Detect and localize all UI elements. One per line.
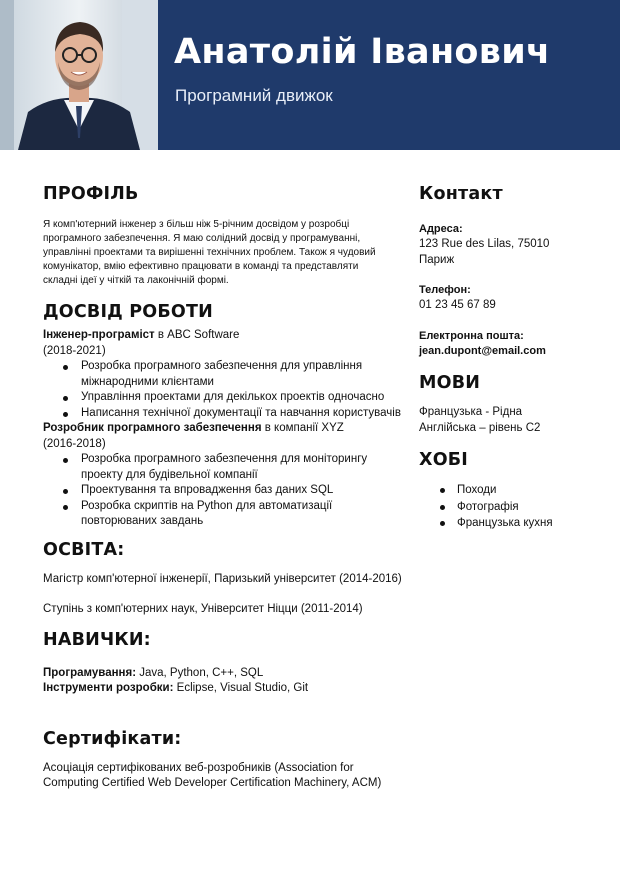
certificate-line: Computing Certified Web Developer Certification Machinery, ACM) <box>43 777 382 789</box>
job-title: Розробник програмного забезпечення <box>43 422 262 434</box>
certificate-line: Асоціація сертифікованих веб-розробників (Association for <box>43 761 354 774</box>
job-entry <box>43 421 403 530</box>
experience-heading: ДОСВІД РОБОТИ <box>43 302 213 322</box>
phone-label: Телефон: <box>419 284 471 296</box>
address-line: 123 Rue des Lilas, 75010 <box>419 238 550 250</box>
person-name: Анатолій Іванович <box>174 32 551 72</box>
profile-photo <box>0 0 158 150</box>
education-item: Магістр комп'ютерної інженерії, Паризький університет (2014-2016) <box>43 572 402 585</box>
job-bullets <box>43 359 403 421</box>
job-bullets <box>43 452 403 530</box>
language-item: Французька - Рідна <box>419 406 523 418</box>
profile-line: комунікатор, вмію ефективно працювати в команді та представляти <box>43 261 359 272</box>
skill-line <box>43 681 403 697</box>
certificates-heading: Сертифікати: <box>43 728 182 749</box>
header-banner <box>0 0 620 150</box>
job-bullet <box>43 499 403 530</box>
hobby-item: Французька кухня <box>419 515 609 532</box>
job-bullet: Написання технічної документації та навчання користувачів <box>43 406 403 422</box>
job-title-line <box>43 328 403 344</box>
education-item: Ступінь з комп'ютерних наук, Університет Ніцци (2011-2014) <box>43 603 363 615</box>
profile-text <box>43 218 403 288</box>
job-bullet <box>43 452 403 483</box>
hobbies-heading: ХОБІ <box>419 450 469 470</box>
job-subtitle: Програмний движок <box>175 86 333 105</box>
education-heading: ОСВІТА: <box>43 539 125 560</box>
bullet-text: міжнародними клієнтами <box>81 375 214 388</box>
skill-label: Інструменти розробки: <box>43 682 174 694</box>
skill-value: Java, Python, C++, SQL <box>136 666 264 679</box>
job-dates: (2018-2021) <box>43 344 106 357</box>
job-company: в компанії XYZ <box>261 422 344 434</box>
job-company: в ABC Software <box>154 329 240 341</box>
bullet-text: Розробка скриптів на Python для автоматизації <box>81 499 333 512</box>
bullet-text: повторюваних завдань <box>81 515 204 527</box>
job-bullet <box>43 359 403 390</box>
profile-line: управлінні проектами та вирішенні технічних проблем. Також я чудовий <box>43 247 376 258</box>
job-bullet: Проектування та впровадження баз даних SQL <box>43 483 403 499</box>
job-title: Інженер-програміст <box>43 329 155 341</box>
profile-line: Я комп'ютерний інженер з більш ніж 5-річним досвідом у розробці <box>43 219 350 230</box>
language-item: Англійська – рівень C2 <box>419 421 541 434</box>
profile-line: програмного забезпечення. Я маю солідний досвід у програмуванні, <box>43 233 361 244</box>
skills-heading: НАВИЧКИ: <box>43 629 151 650</box>
job-bullet: Управління проектами для декількох проектів одночасно <box>43 390 403 406</box>
contact-heading: Контакт <box>419 184 503 204</box>
skill-line <box>43 666 403 682</box>
job-title-line <box>43 421 403 437</box>
hobby-item: Походи <box>419 482 609 499</box>
profile-line: складні ідеї у чіткій та лаконічній формі. <box>43 275 229 286</box>
hobbies-list <box>419 482 609 532</box>
email-label: Електронна пошта: <box>419 329 524 342</box>
languages-heading: МОВИ <box>419 373 481 393</box>
job-entry <box>43 328 403 421</box>
address-line: Париж <box>419 253 455 266</box>
skill-label: Програмування: <box>43 666 137 679</box>
bullet-text: проекту для будівельної компанії <box>81 468 258 481</box>
phone-value: 01 23 45 67 89 <box>419 299 496 311</box>
skill-value: Eclipse, Visual Studio, Git <box>173 682 309 694</box>
email-value: jean.dupont@email.com <box>419 344 546 357</box>
sidebar-column <box>419 184 609 532</box>
job-dates: (2016-2018) <box>43 437 106 450</box>
hobby-item: Фотографія <box>419 499 609 516</box>
bullet-text: Розробка програмного забезпечення для моніторингу <box>81 453 368 465</box>
main-column <box>43 184 403 792</box>
bullet-text: Розробка програмного забезпечення для управління <box>81 360 363 372</box>
address-label: Адреса: <box>419 223 463 235</box>
profile-heading: ПРОФІЛЬ <box>43 184 139 204</box>
